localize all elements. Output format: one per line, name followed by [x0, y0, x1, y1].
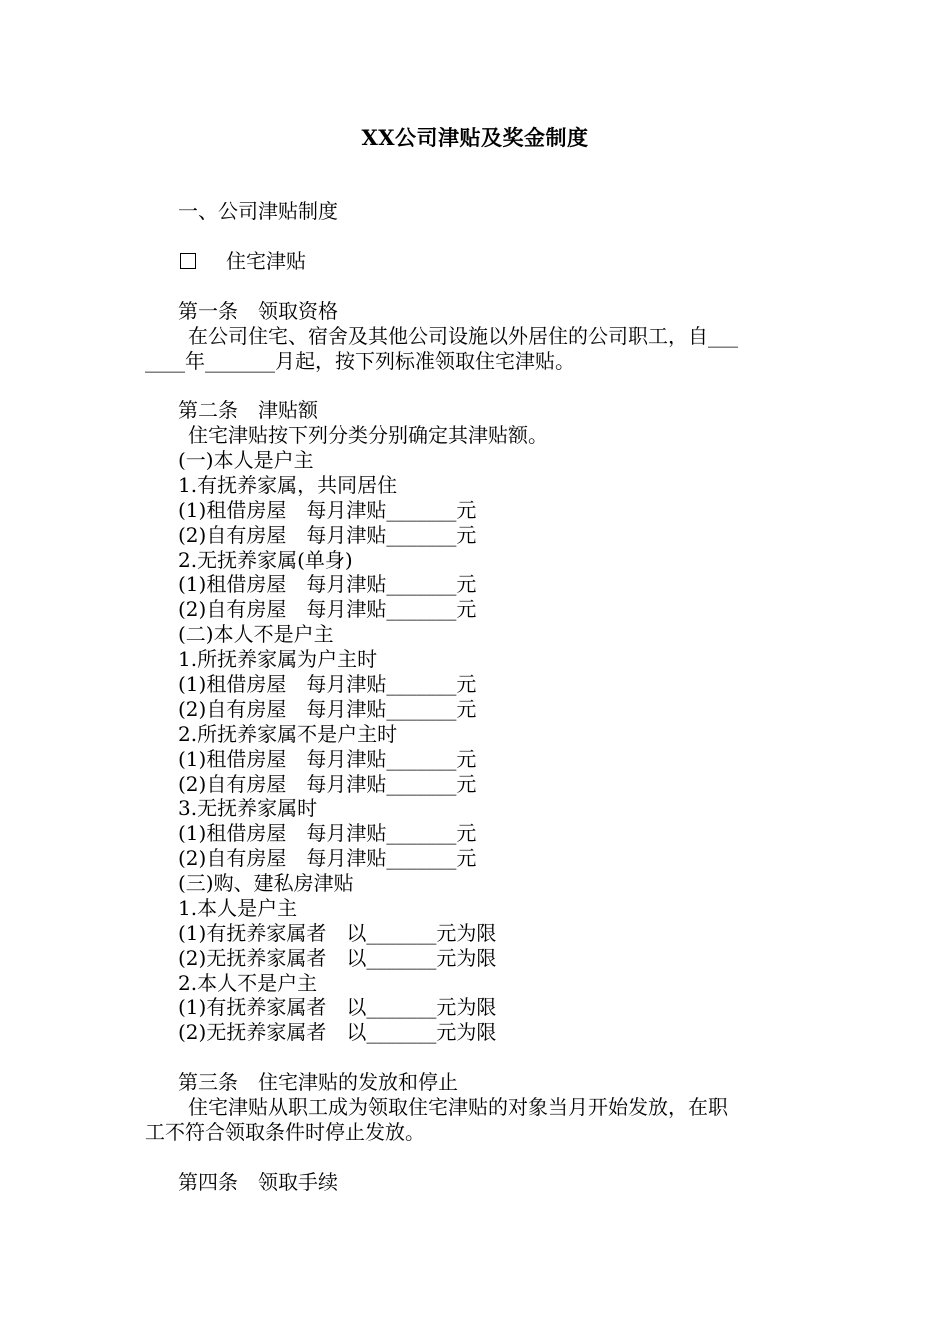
- article-heading: 第二条 津贴额: [178, 398, 318, 422]
- list-item: 1.本人是户主: [178, 896, 298, 920]
- paragraph-line: 住宅津贴按下列分类分别确定其津贴额。: [188, 423, 548, 447]
- list-item: (二)本人不是户主: [178, 622, 334, 646]
- paragraph-line: ____年_______月起，按下列标准领取住宅津贴。: [145, 349, 575, 373]
- list-item: (2)无抚养家属者 以_______元为限: [178, 946, 497, 970]
- list-item: (1)租借房屋 每月津贴_______元: [178, 498, 477, 522]
- section-heading: 一、公司津贴制度: [178, 199, 338, 223]
- list-item: (1)租借房屋 每月津贴_______元: [178, 821, 477, 845]
- list-item: (1)租借房屋 每月津贴_______元: [178, 747, 477, 771]
- list-item: (1)租借房屋 每月津贴_______元: [178, 672, 477, 696]
- list-item: (2)自有房屋 每月津贴_______元: [178, 846, 477, 870]
- list-item: (1)租借房屋 每月津贴_______元: [178, 572, 477, 596]
- paragraph-line: 住宅津贴从职工成为领取住宅津贴的对象当月开始发放，在职: [188, 1095, 728, 1119]
- list-item: 2.所抚养家属不是户主时: [178, 722, 398, 746]
- list-item: (1)有抚养家属者 以_______元为限: [178, 995, 497, 1019]
- article-heading: 第三条 住宅津贴的发放和停止: [178, 1070, 458, 1094]
- paragraph-line: 在公司住宅、宿舍及其他公司设施以外居住的公司职工，自___: [188, 324, 738, 348]
- list-item: (2)自有房屋 每月津贴_______元: [178, 523, 477, 547]
- list-item: (2)自有房屋 每月津贴_______元: [178, 597, 477, 621]
- article-heading: 第四条 领取手续: [178, 1170, 338, 1194]
- list-item: 1.所抚养家属为户主时: [178, 647, 378, 671]
- article-heading: 第一条 领取资格: [178, 299, 338, 323]
- checkbox-icon: [180, 253, 196, 269]
- list-item: 1.有抚养家属，共同居住: [178, 473, 398, 497]
- housing-subsection: [178, 249, 306, 274]
- list-item: 3.无抚养家属时: [178, 796, 318, 820]
- document-title: XX公司津贴及奖金制度: [361, 125, 589, 150]
- list-item: (2)自有房屋 每月津贴_______元: [178, 697, 477, 721]
- list-item: (三)购、建私房津贴: [178, 871, 354, 895]
- housing-title: 住宅津贴: [226, 249, 306, 273]
- list-item: (2)自有房屋 每月津贴_______元: [178, 772, 477, 796]
- list-item: 2.本人不是户主: [178, 971, 318, 995]
- paragraph-line: 工不符合领取条件时停止发放。: [145, 1120, 425, 1144]
- list-item: (2)无抚养家属者 以_______元为限: [178, 1020, 497, 1044]
- list-item: 2.无抚养家属(单身): [178, 548, 353, 572]
- list-item: (一)本人是户主: [178, 448, 314, 472]
- list-item: (1)有抚养家属者 以_______元为限: [178, 921, 497, 945]
